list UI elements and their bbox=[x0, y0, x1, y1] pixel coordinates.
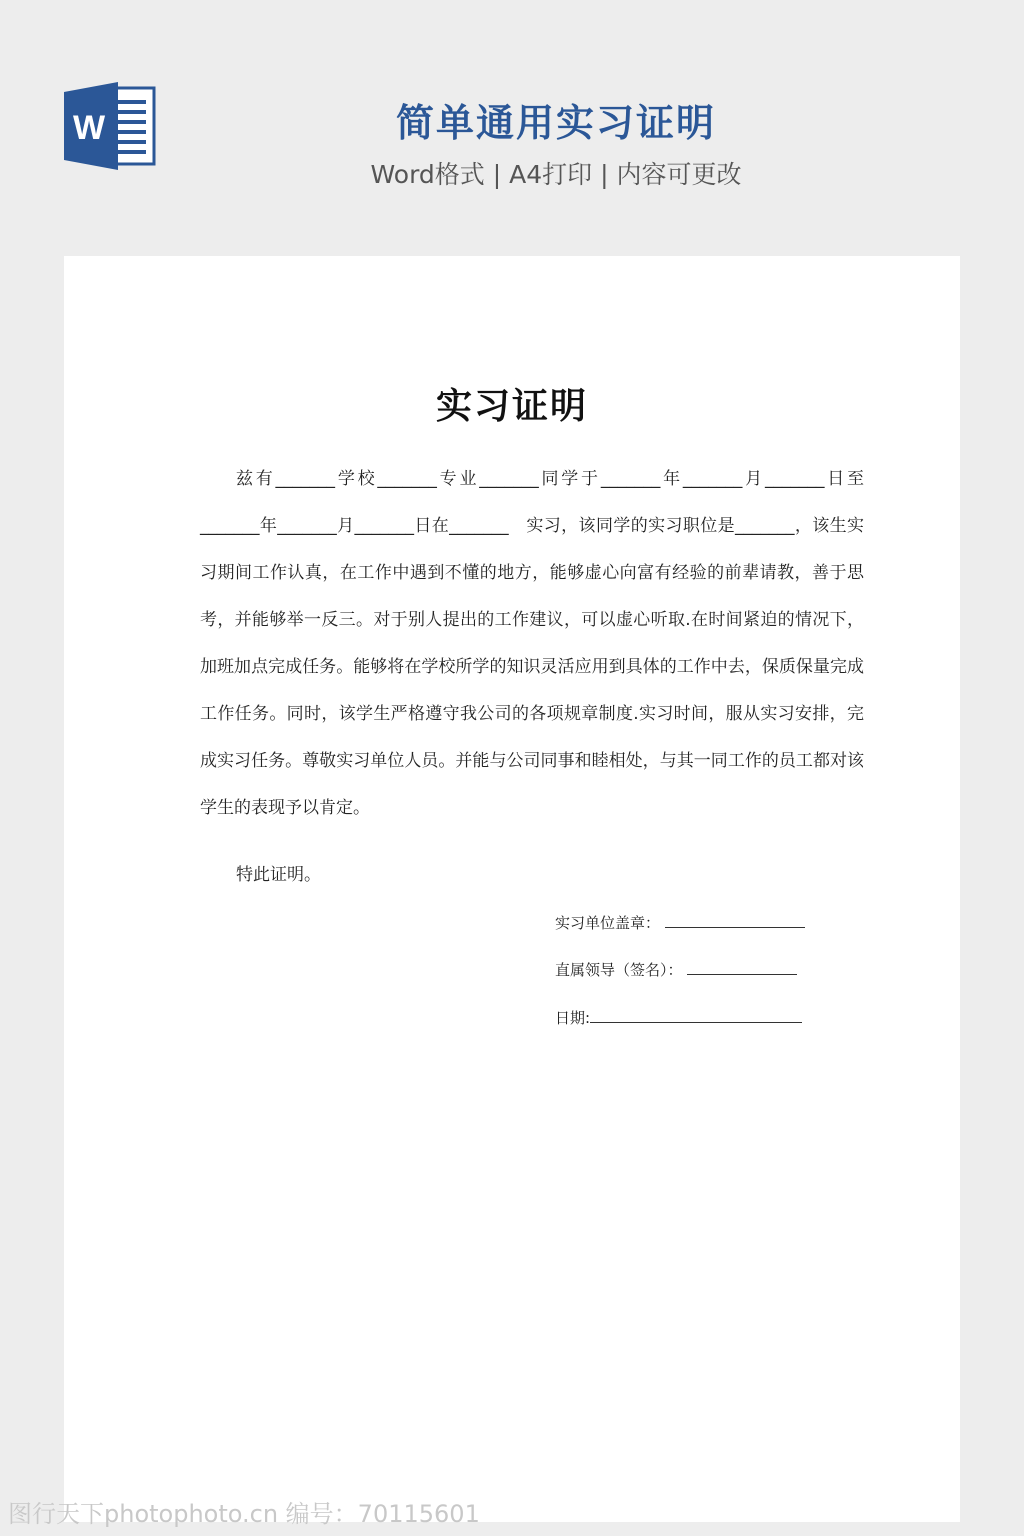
seal-label: 实习单位盖章： bbox=[555, 914, 661, 932]
seal-line bbox=[665, 913, 805, 928]
leader-line bbox=[687, 960, 797, 975]
watermark: 图行天下photophoto.cn 编号：70115601 bbox=[8, 1500, 480, 1528]
leader-signature-field bbox=[555, 959, 797, 980]
document-page bbox=[64, 256, 960, 1522]
document-title: 实习证明 bbox=[435, 386, 588, 427]
body-paragraph: 兹有_______学校_______专业_______同学于_______年_______月_______日至_______年_______月_______日在_______ 实习，该同学的实习职位是_______，该生实习期间工作认真，在工作中遇到不懂的地方，能够虚心向富有经验的前辈请教，善于思考，并能够举一反三。对于别人提出的工作建议，可以虚心听取.在时间紧迫的情况下，加班加点完成任务。能够将在学校所学的知识灵活应用到具体的工作中去，保质保量完成工作任务。同时，该学生严格遵守我公司的各项规章制度.实习时间，服从实习安排，完成实习任务。尊敬实习单位人员。并能与公司同事和睦相处，与其一同工作的员工都对该学生的表现予以肯定。 bbox=[200, 469, 864, 818]
date-field bbox=[555, 1007, 802, 1028]
document-body bbox=[200, 456, 864, 832]
leader-label: 直属领导（签名）： bbox=[555, 961, 683, 979]
date-label: 日期: bbox=[555, 1009, 591, 1027]
word-icon-letter: W bbox=[72, 109, 106, 147]
header-subtitle: Word格式 | A4打印 | 内容可更改 bbox=[370, 160, 742, 189]
word-icon bbox=[64, 82, 156, 170]
seal-field bbox=[555, 912, 805, 933]
date-line bbox=[590, 1008, 802, 1023]
header bbox=[0, 0, 1024, 240]
closing-text: 特此证明。 bbox=[236, 865, 321, 885]
header-title: 简单通用实习证明 bbox=[395, 101, 716, 145]
